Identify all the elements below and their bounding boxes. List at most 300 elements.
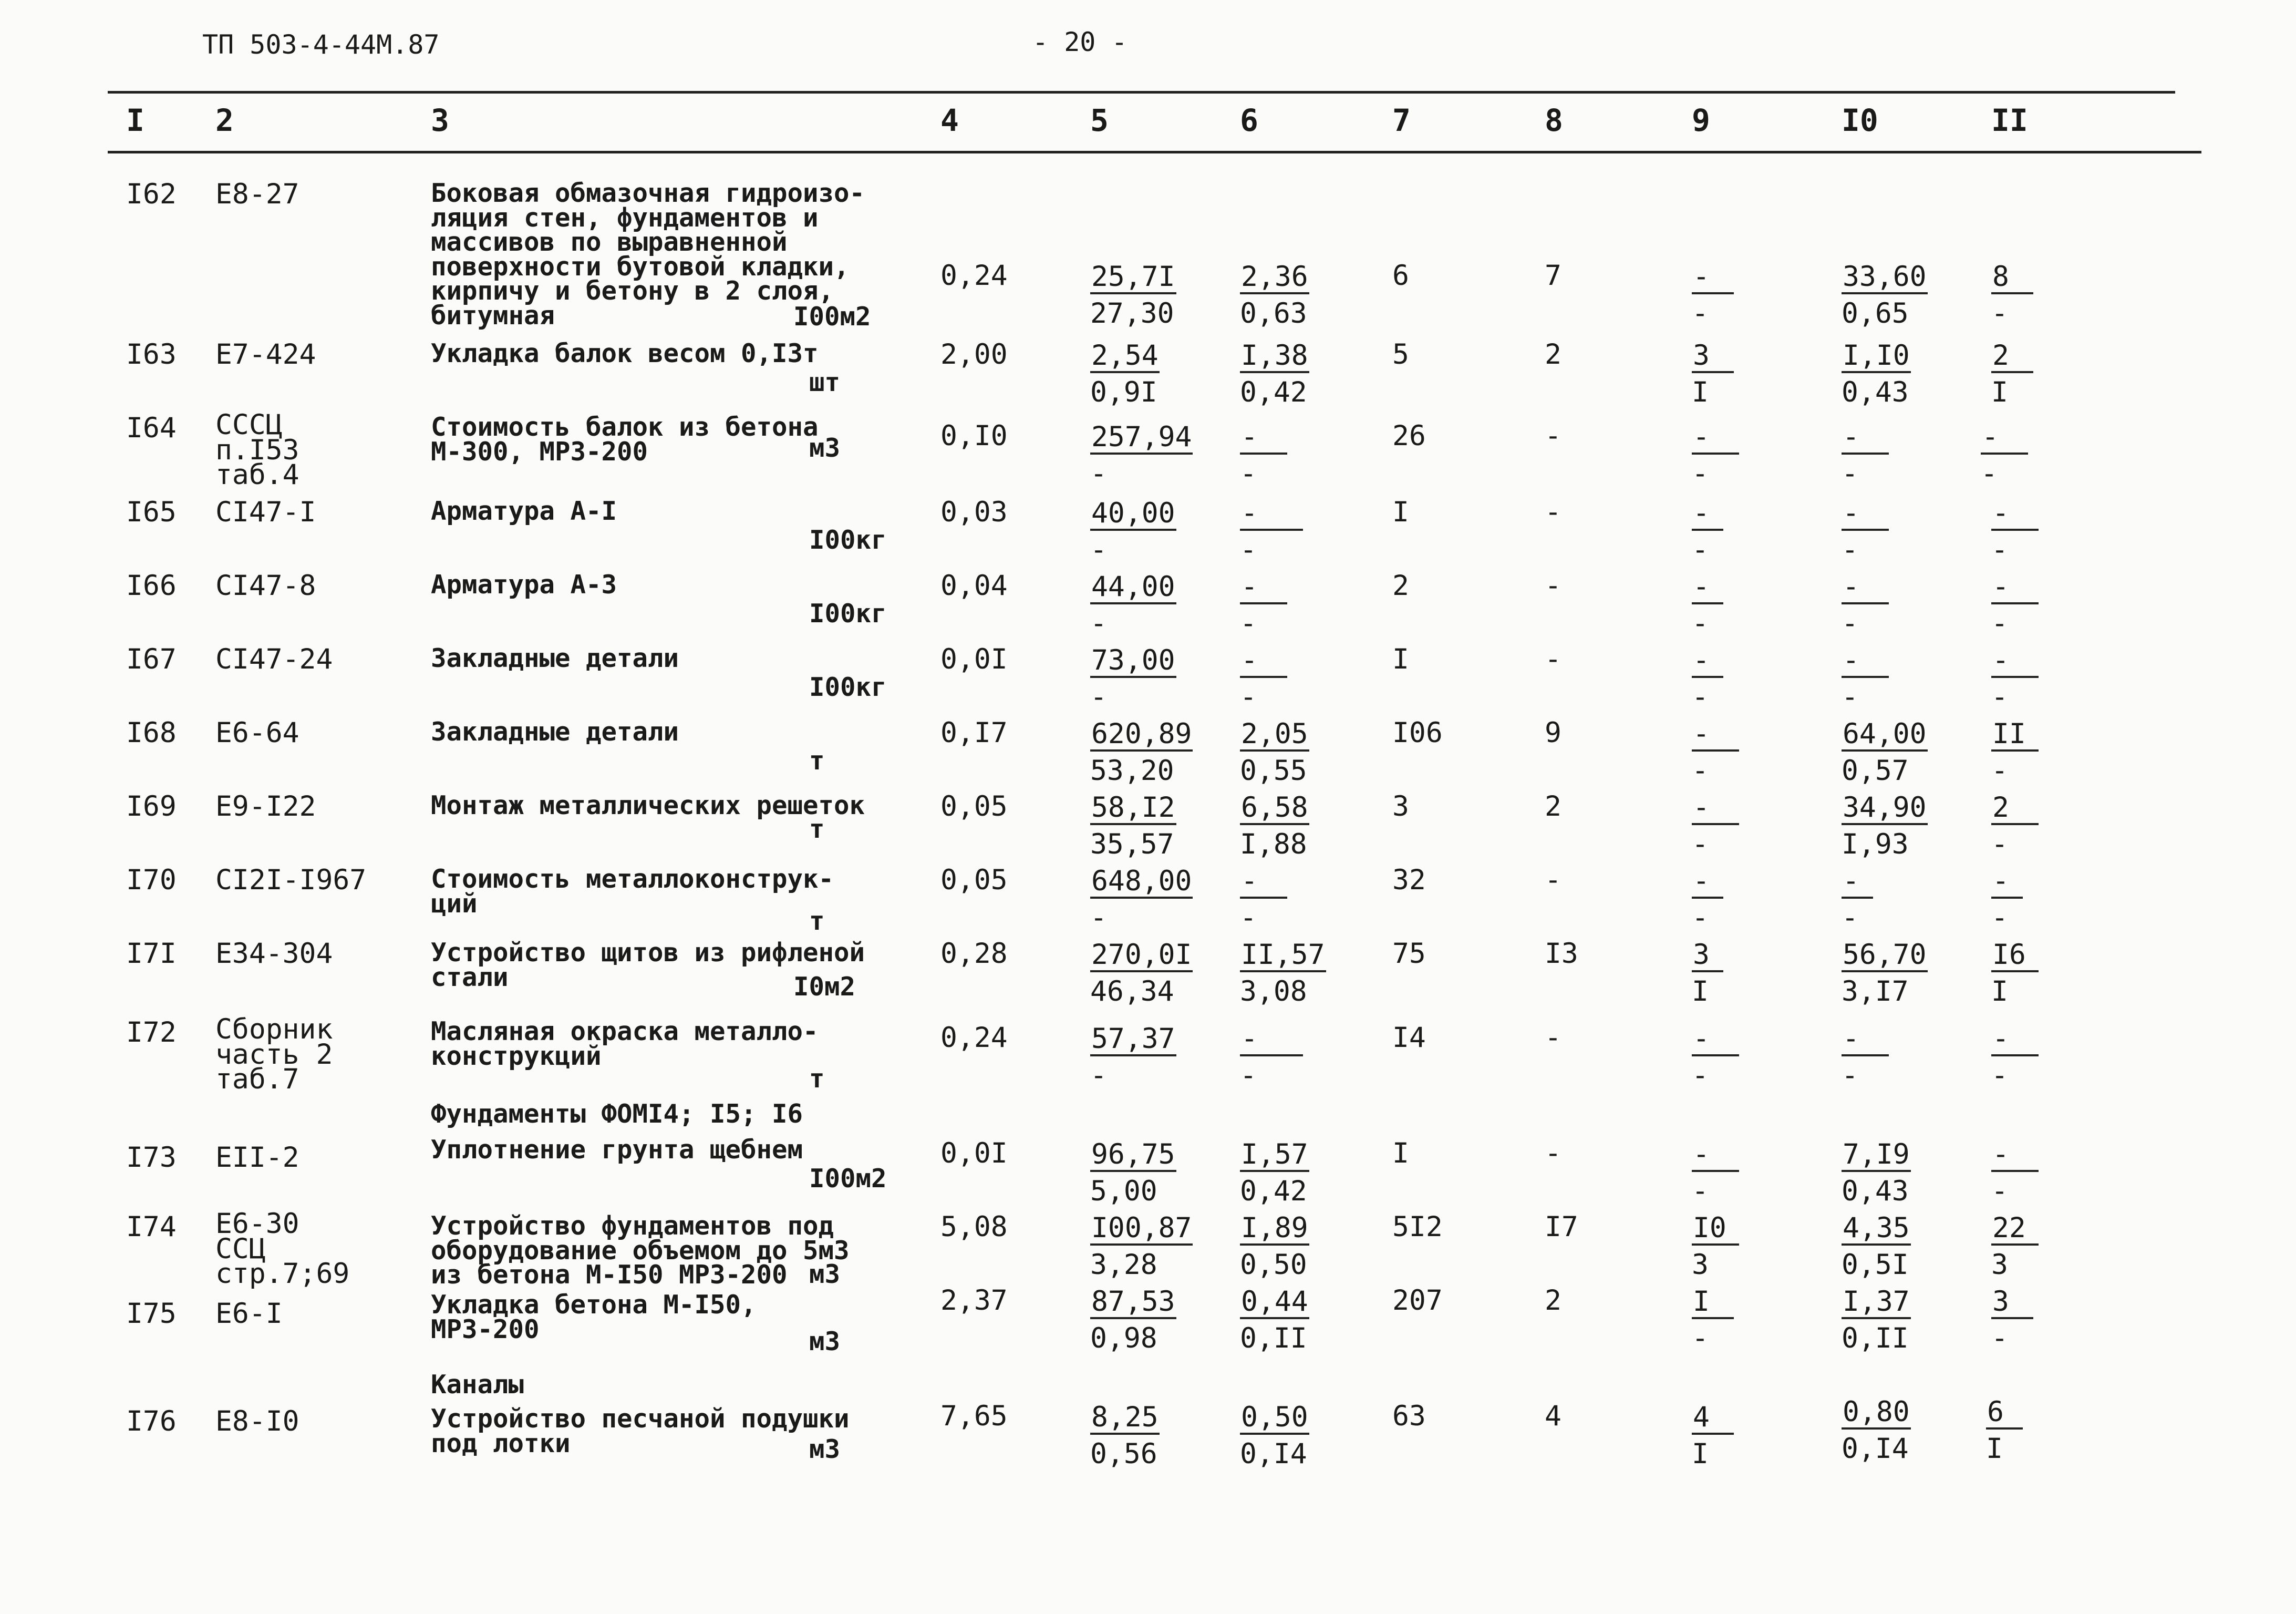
upper-value: 33,60 bbox=[1842, 263, 1928, 294]
fraction-col5 bbox=[1090, 1288, 1176, 1352]
description-text: Масляная окраска металло- конструкций bbox=[431, 1016, 819, 1071]
lower-value: 35,57 bbox=[1090, 828, 1174, 860]
description-text: Арматура А-3 bbox=[431, 570, 617, 600]
fraction-col6 bbox=[1240, 720, 1309, 785]
lower-value: - bbox=[1991, 902, 2008, 934]
value-col7: 75 bbox=[1392, 938, 1426, 970]
lower-value: - bbox=[1240, 902, 1257, 934]
quantity: 0,05 bbox=[940, 790, 1008, 823]
unit-of-measure: м3 bbox=[809, 1434, 841, 1464]
work-description bbox=[431, 1290, 904, 1356]
upper-value: 57,37 bbox=[1090, 1025, 1176, 1056]
fraction-col9 bbox=[1692, 342, 1734, 406]
lower-value: - bbox=[1991, 297, 2008, 330]
upper-value: - bbox=[1842, 646, 1889, 678]
upper-value: 34,90 bbox=[1842, 794, 1928, 825]
lower-value: - bbox=[1090, 902, 1107, 934]
upper-value: I,38 bbox=[1240, 342, 1309, 373]
upper-value: II,57 bbox=[1240, 941, 1326, 972]
lower-value: - bbox=[1692, 1322, 1709, 1354]
fraction-col11 bbox=[1991, 342, 2033, 406]
fraction-col9 bbox=[1692, 646, 1723, 711]
value-col8: 2 bbox=[1545, 338, 1561, 371]
fraction-col9 bbox=[1692, 867, 1723, 932]
lower-value: - bbox=[1991, 755, 2008, 787]
lower-value: - bbox=[1991, 534, 2008, 566]
quantity: 5,08 bbox=[940, 1211, 1008, 1243]
lower-value: 3 bbox=[1991, 1249, 2008, 1281]
lower-value: - bbox=[1090, 681, 1107, 713]
fraction-col9 bbox=[1692, 1140, 1739, 1205]
lower-value: 0,43 bbox=[1842, 1175, 1909, 1207]
unit-of-measure: т bbox=[809, 814, 825, 844]
lower-value: - bbox=[1090, 534, 1107, 566]
fraction-col6 bbox=[1240, 342, 1309, 406]
upper-value: II bbox=[1991, 720, 2039, 752]
fraction-col9 bbox=[1692, 791, 1739, 860]
quantity: 0,04 bbox=[940, 570, 1008, 602]
upper-value: - bbox=[1842, 1025, 1889, 1056]
upper-value: 257,94 bbox=[1090, 423, 1193, 455]
lower-value: - bbox=[1692, 534, 1709, 566]
lower-value: I bbox=[1692, 1438, 1709, 1470]
work-description bbox=[431, 790, 904, 844]
lower-value: 0,43 bbox=[1842, 376, 1909, 408]
norm-code: СI2I-I967 bbox=[215, 864, 367, 896]
unit-of-measure: I0м2 bbox=[793, 972, 856, 1002]
section-heading: Каналы bbox=[431, 1370, 524, 1400]
quantity: 0,0I bbox=[940, 1137, 1008, 1169]
value-col8: - bbox=[1545, 420, 1561, 452]
fraction-col11 bbox=[1991, 791, 2039, 860]
fraction-col10 bbox=[1842, 1140, 1911, 1205]
column-header: I0 bbox=[1842, 102, 1878, 138]
upper-value: 40,00 bbox=[1090, 499, 1176, 531]
upper-value: 87,53 bbox=[1090, 1288, 1176, 1319]
description-text: Устройство фундаментов под оборудование объемом до 5м3 из бетона М-I50 МРЗ-200 bbox=[431, 1211, 850, 1290]
fraction-col10 bbox=[1842, 573, 1889, 638]
upper-value: 620,89 bbox=[1090, 720, 1193, 752]
lower-value: 0,98 bbox=[1090, 1322, 1157, 1354]
upper-value: - bbox=[1991, 1025, 2039, 1056]
upper-value: - bbox=[1692, 423, 1739, 455]
lower-value: 27,30 bbox=[1090, 297, 1174, 330]
description-text: Укладка балок весом 0,I3т bbox=[431, 338, 819, 368]
lower-value: - bbox=[1240, 1060, 1257, 1092]
upper-value: - bbox=[1692, 1140, 1739, 1172]
lower-value: 0,5I bbox=[1842, 1249, 1909, 1281]
lower-value: 0,42 bbox=[1240, 376, 1307, 408]
column-header: 2 bbox=[215, 102, 234, 138]
value-col8: I3 bbox=[1545, 938, 1578, 970]
fraction-col6 bbox=[1240, 573, 1287, 638]
value-col7: I bbox=[1392, 1137, 1409, 1169]
fraction-col10 bbox=[1842, 261, 1928, 330]
value-col7: 6 bbox=[1392, 260, 1409, 292]
lower-value: 3 bbox=[1692, 1249, 1709, 1281]
fraction-col9 bbox=[1692, 1214, 1739, 1279]
norm-code: Е8-I0 bbox=[215, 1405, 299, 1437]
lower-value: 0,57 bbox=[1842, 755, 1909, 787]
description-text: Уплотнение грунта щебнем bbox=[431, 1135, 803, 1165]
upper-value: - bbox=[1692, 263, 1734, 294]
row-number: I72 bbox=[126, 1016, 177, 1048]
unit-of-measure: I00м2 bbox=[809, 1164, 887, 1194]
upper-value: 0,80 bbox=[1842, 1398, 1911, 1430]
work-description bbox=[431, 338, 904, 397]
fraction-col9 bbox=[1692, 1288, 1734, 1352]
fraction-col9 bbox=[1692, 720, 1739, 785]
fraction-col5 bbox=[1090, 1023, 1176, 1092]
lower-value: - bbox=[1991, 1175, 2008, 1207]
lower-value: - bbox=[1692, 755, 1709, 787]
upper-value: 2 bbox=[1991, 794, 2039, 825]
lower-value: 0,42 bbox=[1240, 1175, 1307, 1207]
norm-code: СI47-24 bbox=[215, 643, 333, 675]
fraction-col9 bbox=[1692, 499, 1723, 564]
fraction-col10 bbox=[1842, 499, 1889, 564]
fraction-col6 bbox=[1240, 1140, 1309, 1205]
unit-of-measure: т bbox=[809, 906, 825, 936]
fraction-col6 bbox=[1240, 1403, 1309, 1468]
lower-value: - bbox=[1240, 534, 1257, 566]
fraction-col10 bbox=[1842, 1288, 1911, 1352]
work-description bbox=[431, 178, 904, 332]
upper-value: - bbox=[1991, 646, 2039, 678]
upper-value: - bbox=[1692, 1025, 1739, 1056]
fraction-col6 bbox=[1240, 939, 1326, 1008]
upper-value: 7,I9 bbox=[1842, 1140, 1911, 1172]
quantity: 0,0I bbox=[940, 643, 1008, 675]
lower-value: 0,50 bbox=[1240, 1249, 1307, 1281]
upper-value: 56,70 bbox=[1842, 941, 1928, 972]
header-top-rule bbox=[108, 91, 2175, 94]
value-col8: 2 bbox=[1545, 1284, 1561, 1317]
value-col8: 4 bbox=[1545, 1400, 1561, 1432]
row-number: I69 bbox=[126, 790, 177, 823]
upper-value: 2,36 bbox=[1240, 263, 1309, 294]
upper-value: - bbox=[1842, 499, 1889, 531]
upper-value: 64,00 bbox=[1842, 720, 1928, 752]
lower-value: I,88 bbox=[1240, 828, 1307, 860]
column-header: 3 bbox=[431, 102, 449, 138]
upper-value: 2,54 bbox=[1090, 342, 1160, 373]
description-text: Стоимость металлоконструк- ций bbox=[431, 864, 834, 919]
fraction-col10 bbox=[1842, 1214, 1911, 1279]
norm-code: Е9-I22 bbox=[215, 790, 316, 823]
lower-value: - bbox=[1692, 297, 1709, 330]
fraction-col6 bbox=[1240, 499, 1303, 564]
quantity: 2,00 bbox=[940, 338, 1008, 371]
value-col7: I4 bbox=[1392, 1022, 1426, 1054]
lower-value: - bbox=[1090, 608, 1107, 640]
description-text: Закладные детали bbox=[431, 717, 679, 747]
lower-value: - bbox=[1240, 681, 1257, 713]
upper-value: 3 bbox=[1692, 342, 1734, 373]
lower-value: - bbox=[1240, 608, 1257, 640]
lower-value: 46,34 bbox=[1090, 975, 1174, 1008]
fraction-col5 bbox=[1090, 791, 1176, 860]
header-bottom-rule bbox=[108, 151, 2201, 153]
fraction-col9 bbox=[1692, 261, 1734, 330]
upper-value: - bbox=[1240, 867, 1287, 899]
norm-code: Е34-304 bbox=[215, 938, 333, 970]
lower-value: I bbox=[1991, 376, 2008, 408]
value-col8: - bbox=[1545, 570, 1561, 602]
norm-code: Е8-27 bbox=[215, 178, 299, 210]
fraction-col11 bbox=[1991, 939, 2039, 1008]
upper-value: 22 bbox=[1991, 1214, 2039, 1246]
norm-code: Е6-I bbox=[215, 1298, 283, 1330]
fraction-col10 bbox=[1842, 791, 1928, 860]
upper-value: - bbox=[1991, 573, 2039, 604]
quantity: 0,05 bbox=[940, 864, 1008, 896]
upper-value: 3 bbox=[1991, 1288, 2033, 1319]
value-col8: - bbox=[1545, 643, 1561, 675]
column-header: II bbox=[1991, 102, 2028, 138]
lower-value: - bbox=[1090, 458, 1107, 490]
fraction-col10 bbox=[1842, 423, 1889, 488]
unit-of-measure: I00м2 bbox=[793, 302, 871, 332]
lower-value: - bbox=[1692, 828, 1709, 860]
value-col7: I bbox=[1392, 496, 1409, 528]
lower-value: 3,08 bbox=[1240, 975, 1307, 1008]
fraction-col11 bbox=[1991, 1140, 2039, 1205]
row-number: I63 bbox=[126, 338, 177, 371]
fraction-col10 bbox=[1842, 646, 1889, 711]
description-text: Стоимость балок из бетона М-300, МРЗ-200 bbox=[431, 412, 819, 467]
unit-of-measure: м3 bbox=[809, 433, 841, 463]
fraction-col11 bbox=[1991, 646, 2039, 711]
unit-of-measure: м3 bbox=[809, 1327, 841, 1356]
work-description bbox=[431, 864, 904, 936]
work-description bbox=[431, 570, 904, 629]
row-number: I76 bbox=[126, 1405, 177, 1437]
norm-code: ЕII-2 bbox=[215, 1142, 299, 1174]
value-col8: I7 bbox=[1545, 1211, 1578, 1243]
lower-value: - bbox=[1090, 1060, 1107, 1092]
fraction-col5 bbox=[1090, 261, 1176, 330]
quantity: 0,24 bbox=[940, 260, 1008, 292]
lower-value: - bbox=[1692, 681, 1709, 713]
norm-code: Е6-64 bbox=[215, 717, 299, 749]
upper-value: - bbox=[1981, 423, 2028, 455]
row-number: I74 bbox=[126, 1211, 177, 1243]
row-number: I75 bbox=[126, 1298, 177, 1330]
lower-value: 0,I4 bbox=[1842, 1433, 1909, 1465]
lower-value: - bbox=[1991, 1322, 2008, 1354]
quantity: 0,03 bbox=[940, 496, 1008, 528]
description-text: Боковая обмазочная гидроизо- ляция стен, фундаментов и массивов по выравненной поверхности бутовой кладки, кирпичу и бетону в 2 слоя, битумная bbox=[431, 178, 865, 331]
fraction-col10 bbox=[1842, 1398, 1911, 1463]
upper-value: 73,00 bbox=[1090, 646, 1176, 678]
lower-value: 3,I7 bbox=[1842, 975, 1909, 1008]
row-number: I7I bbox=[126, 938, 177, 970]
fraction-col11 bbox=[1991, 499, 2039, 564]
upper-value: - bbox=[1991, 867, 2023, 899]
lower-value: 5,00 bbox=[1090, 1175, 1157, 1207]
norm-code: Е7-424 bbox=[215, 338, 316, 371]
lower-value: 3,28 bbox=[1090, 1249, 1157, 1281]
lower-value: - bbox=[1692, 1175, 1709, 1207]
document-code: ТП 503-4-44М.87 bbox=[202, 29, 440, 60]
upper-value: 96,75 bbox=[1090, 1140, 1176, 1172]
lower-value: - bbox=[1842, 902, 1858, 934]
fraction-col11 bbox=[1981, 423, 2028, 488]
column-header: 9 bbox=[1692, 102, 1710, 138]
work-description bbox=[431, 643, 904, 702]
fraction-col9 bbox=[1692, 423, 1739, 488]
value-col8: 9 bbox=[1545, 717, 1561, 749]
upper-value: - bbox=[1240, 499, 1303, 531]
quantity: 0,I0 bbox=[940, 420, 1008, 452]
upper-value: I,37 bbox=[1842, 1288, 1911, 1319]
section-heading: Фундаменты ФОМI4; I5; I6 bbox=[431, 1099, 803, 1129]
upper-value: - bbox=[1692, 499, 1723, 531]
lower-value: - bbox=[1842, 608, 1858, 640]
lower-value: - bbox=[1991, 608, 2008, 640]
row-number: I65 bbox=[126, 496, 177, 528]
value-col7: 2 bbox=[1392, 570, 1409, 602]
work-description bbox=[431, 938, 904, 1002]
fraction-col5 bbox=[1090, 1214, 1193, 1279]
upper-value: I,I0 bbox=[1842, 342, 1911, 373]
fraction-col9 bbox=[1692, 1403, 1734, 1468]
fraction-col5 bbox=[1090, 342, 1160, 406]
column-header: 8 bbox=[1545, 102, 1563, 138]
fraction-col6 bbox=[1240, 1023, 1303, 1092]
upper-value: 2 bbox=[1991, 342, 2033, 373]
fraction-col10 bbox=[1842, 342, 1911, 406]
lower-value: - bbox=[1692, 458, 1709, 490]
fraction-col5 bbox=[1090, 573, 1176, 638]
upper-value: I bbox=[1692, 1288, 1734, 1319]
fraction-col6 bbox=[1240, 867, 1287, 932]
lower-value: 0,55 bbox=[1240, 755, 1307, 787]
fraction-col10 bbox=[1842, 939, 1928, 1008]
value-col7: I bbox=[1392, 643, 1409, 675]
fraction-col11 bbox=[1991, 720, 2039, 785]
description-text: Укладка бетона М-I50, МРЗ-200 bbox=[431, 1290, 757, 1344]
fraction-col11 bbox=[1991, 867, 2023, 932]
lower-value: - bbox=[1842, 1060, 1858, 1092]
work-description bbox=[431, 1135, 904, 1194]
lower-value: - bbox=[1991, 828, 2008, 860]
upper-value: - bbox=[1240, 646, 1287, 678]
upper-value: 4,35 bbox=[1842, 1214, 1911, 1246]
upper-value: I,89 bbox=[1240, 1214, 1309, 1246]
upper-value: I,57 bbox=[1240, 1140, 1309, 1172]
upper-value: - bbox=[1692, 646, 1723, 678]
lower-value: - bbox=[1692, 1060, 1709, 1092]
column-header: 5 bbox=[1090, 102, 1109, 138]
fraction-col5 bbox=[1090, 646, 1176, 711]
row-number: I73 bbox=[126, 1142, 177, 1174]
fraction-col5 bbox=[1090, 1140, 1176, 1205]
value-col7: 5 bbox=[1392, 338, 1409, 371]
fraction-col9 bbox=[1692, 1023, 1739, 1092]
upper-value: - bbox=[1842, 867, 1873, 899]
fraction-col10 bbox=[1842, 720, 1928, 785]
description-text: Устройство песчаной подушки под лотки bbox=[431, 1404, 850, 1458]
row-number: I64 bbox=[126, 412, 177, 444]
value-col7: 207 bbox=[1392, 1284, 1443, 1317]
column-header: 7 bbox=[1392, 102, 1411, 138]
work-description bbox=[431, 496, 904, 555]
fraction-col5 bbox=[1090, 867, 1193, 932]
fraction-col11 bbox=[1991, 573, 2039, 638]
value-col7: 26 bbox=[1392, 420, 1426, 452]
unit-of-measure: I00кг bbox=[809, 525, 887, 555]
fraction-col6 bbox=[1240, 423, 1287, 488]
norm-code: Е6-30 ССЦ стр.7;69 bbox=[215, 1208, 350, 1290]
value-col8: - bbox=[1545, 1022, 1561, 1054]
upper-value: 2,05 bbox=[1240, 720, 1309, 752]
upper-value: 8 bbox=[1991, 263, 2033, 294]
row-number: I67 bbox=[126, 643, 177, 675]
upper-value: - bbox=[1692, 573, 1723, 604]
upper-value: 4 bbox=[1692, 1403, 1734, 1435]
lower-value: - bbox=[1692, 608, 1709, 640]
upper-value: I6 bbox=[1991, 941, 2039, 972]
fraction-col5 bbox=[1090, 423, 1193, 488]
fraction-col11 bbox=[1991, 1214, 2039, 1279]
lower-value: I bbox=[1986, 1433, 2003, 1465]
quantity: 0,I7 bbox=[940, 717, 1008, 749]
quantity: 2,37 bbox=[940, 1284, 1008, 1317]
fraction-col11 bbox=[1991, 1023, 2039, 1092]
unit-of-measure: т bbox=[809, 1064, 825, 1094]
description-text: Устройство щитов из рифленой стали bbox=[431, 938, 865, 992]
quantity: 0,24 bbox=[940, 1022, 1008, 1054]
norm-code: СССЦ п.I53 таб.4 bbox=[215, 409, 299, 491]
upper-value: 44,00 bbox=[1090, 573, 1176, 604]
upper-value: 8,25 bbox=[1090, 1403, 1160, 1435]
lower-value: 0,II bbox=[1842, 1322, 1909, 1354]
fraction-col6 bbox=[1240, 1288, 1309, 1352]
fraction-col10 bbox=[1842, 867, 1873, 932]
fraction-col9 bbox=[1692, 573, 1723, 638]
lower-value: 0,9I bbox=[1090, 376, 1157, 408]
value-col7: 3 bbox=[1392, 790, 1409, 823]
upper-value: 58,I2 bbox=[1090, 794, 1176, 825]
upper-value: - bbox=[1240, 573, 1287, 604]
unit-of-measure: м3 bbox=[809, 1259, 841, 1289]
row-number: I68 bbox=[126, 717, 177, 749]
value-col8: 2 bbox=[1545, 790, 1561, 823]
upper-value: - bbox=[1692, 720, 1739, 752]
lower-value: - bbox=[1991, 1060, 2008, 1092]
value-col7: 63 bbox=[1392, 1400, 1426, 1432]
lower-value: - bbox=[1842, 458, 1858, 490]
work-description bbox=[431, 1211, 904, 1290]
upper-value: 0,44 bbox=[1240, 1288, 1309, 1319]
fraction-col5 bbox=[1090, 1403, 1160, 1468]
upper-value: - bbox=[1991, 1140, 2039, 1172]
upper-value: 6,58 bbox=[1240, 794, 1309, 825]
norm-code: СI47-I bbox=[215, 496, 316, 528]
work-description bbox=[431, 1016, 904, 1094]
fraction-col6 bbox=[1240, 791, 1309, 860]
fraction-col5 bbox=[1090, 720, 1193, 785]
upper-value: 6 bbox=[1986, 1398, 2023, 1430]
upper-value: 648,00 bbox=[1090, 867, 1193, 899]
row-number: I70 bbox=[126, 864, 177, 896]
upper-value: - bbox=[1842, 573, 1889, 604]
upper-value: - bbox=[1692, 794, 1739, 825]
column-header: 6 bbox=[1240, 102, 1258, 138]
unit-of-measure: I00кг bbox=[809, 599, 887, 629]
